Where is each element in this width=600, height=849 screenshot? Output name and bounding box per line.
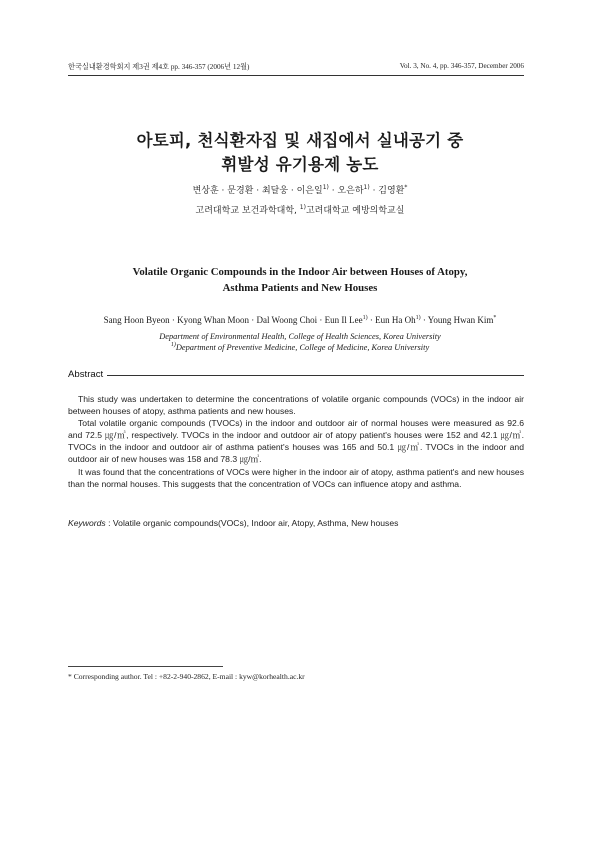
english-affil-sup: 1)	[170, 342, 176, 349]
english-affil-line2-wrap	[0, 342, 600, 353]
korean-affil-main: 고려대학교 보건과학대학,	[195, 206, 300, 216]
english-affil-line2: Department of Preventive Medicine, College of Medicine, Korea University	[175, 343, 430, 352]
english-affil-line1: Department of Environmental Health, College of Health Sciences, Korea University	[159, 332, 441, 341]
keywords-line	[68, 517, 524, 529]
korean-affiliation	[0, 204, 600, 218]
english-author-oh: · Eun Ha Oh	[367, 315, 416, 325]
keywords-separator: :	[105, 518, 113, 528]
abstract-heading	[68, 369, 524, 380]
abstract-body	[68, 393, 524, 490]
korean-authors	[0, 184, 600, 198]
keywords-text: Volatile organic compounds(VOCs), Indoor air, Atopy, Asthma, New houses	[112, 518, 399, 528]
korean-author-sup2: 1)	[363, 184, 370, 191]
korean-author-list: 변상훈 · 문경환 · 최달웅 · 이은일	[192, 186, 323, 196]
corresponding-author-footnote: * Corresponding author. Tel : +82-2-940-2862, E-mail : kyw@korhealth.ac.kr	[68, 672, 305, 681]
keywords-label: Keywords	[68, 518, 106, 528]
header-divider	[68, 75, 524, 76]
english-author-sup2: 1)	[415, 315, 421, 321]
abstract-label: Abstract	[68, 369, 104, 380]
english-title	[0, 264, 600, 296]
korean-title-line2: 휘발성 유기용제 농도	[221, 155, 379, 174]
english-title-line1: Volatile Organic Compounds in the Indoor Air between Houses of Atopy,	[132, 266, 468, 278]
korean-author-star: *	[404, 184, 408, 191]
english-title-line2: Asthma Patients and New Houses	[222, 282, 378, 294]
korean-title-line1: 아토피, 천식환자집 및 새집에서 실내공기 중	[136, 131, 464, 150]
korean-affil-sup: 1)	[299, 204, 306, 211]
abstract-divider	[107, 375, 524, 376]
journal-header-english: Vol. 3, No. 4, pp. 346-357, December 2006	[399, 62, 524, 70]
english-author-sup1: 1)	[362, 315, 368, 321]
journal-header-korean: 한국실내환경학회지 제3권 제4호 pp. 346-357 (2006년 12월)	[68, 63, 250, 71]
footnote-divider	[68, 666, 223, 667]
korean-author-sup1: 1)	[322, 184, 329, 191]
korean-title	[0, 129, 600, 177]
english-authors	[0, 314, 600, 327]
korean-author-kim: · 김영환	[369, 186, 405, 196]
english-author-list: Sang Hoon Byeon · Kyong Whan Moon · Dal Woong Choi · Eun Il Lee	[103, 315, 363, 325]
abstract-paragraph-2: Total volatile organic compounds (TVOCs) in the indoor and outdoor air of normal houses were measured as 92.6 and 72.5 ㎍/㎥, respectively. TVOCs in the indoor and outdoor air of atopy patient's houses were 152 and 42.1 ㎍/㎥. TVOCs in the indoor and outdoor air of asthma patient's houses was 165 and 50.1 ㎍/㎥. TVOCs in the indoor and outdoor air of new houses was 158 and 78.3 ㎍/㎥.	[68, 418, 524, 465]
english-affiliation	[0, 331, 600, 353]
abstract-paragraph-3: It was found that the concentrations of VOCs were higher in the indoor air of atopy, asthma patient's and new houses than the normal houses. This suggests that the concentration of VOCs can influence atopy and asthma.	[68, 466, 524, 489]
korean-affil-second: 고려대학교 예방의학교실	[305, 206, 405, 216]
english-author-kim: · Young Hwan Kim	[420, 315, 494, 325]
korean-author-oh: · 오은하	[328, 186, 364, 196]
abstract-paragraph-1: This study was undertaken to determine the concentrations of volatile organic compounds (VOCs) in the indoor air between houses of atopy, asthma patients and new houses.	[68, 394, 524, 417]
english-author-star: *	[493, 315, 497, 321]
